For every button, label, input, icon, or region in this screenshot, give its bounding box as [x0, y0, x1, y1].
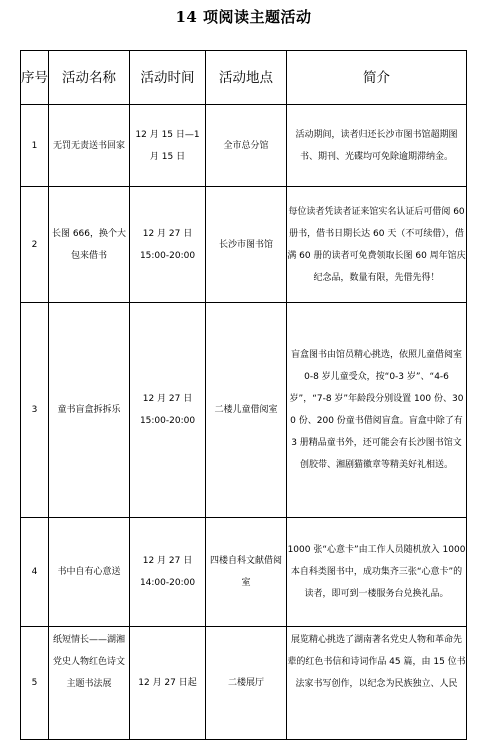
activity-description: 活动期间，读者归还长沙市图书馆超期图书、期刊、光碟均可免除逾期滞纳金。 — [287, 105, 467, 187]
activity-table — [20, 50, 467, 740]
activity-place: 全市总分馆 — [206, 105, 287, 187]
row-number: 5 — [21, 627, 49, 740]
table-row — [21, 303, 467, 518]
activity-place: 长沙市图书馆 — [206, 187, 287, 303]
activity-time: 12 月 15 日—1 月 15 日 — [130, 105, 206, 187]
activity-description: 1000 张“心意卡”由工作人员随机放入 1000 本自科类图书中，成功集齐三张“心意卡”的读者，即可到一楼服务台兑换礼品。 — [287, 518, 467, 627]
activity-time: 12 月 27 日 15:00-20:00 — [130, 303, 206, 518]
activity-time: 12 月 27 日 14:00-20:00 — [130, 518, 206, 627]
page-title: 14 项阅读主题活动 — [175, 8, 312, 26]
activity-description: 盲盒图书由馆员精心挑选，依照儿童借阅室 0-8 岁儿童受众，按“0-3 岁”、“4-6 岁”，“7-8 岁”年龄段分别设置 100 份、300 份、200 份童书借阅盲盒。盲盒中除了有 3 册精品童书外，还可能会有长沙图书馆文创胶带、湘剧猫徽章等精美好礼相送。 — [287, 303, 467, 518]
activity-name: 长图 666，换个大包来借书 — [49, 187, 130, 303]
activity-name: 无罚无责送书回家 — [49, 105, 130, 187]
activity-name: 书中自有心意送 — [49, 518, 130, 627]
table-row — [21, 627, 467, 740]
table-row — [21, 105, 467, 187]
header-desc: 简介 — [287, 51, 467, 105]
table-header-row — [21, 51, 467, 105]
activity-place: 二楼儿童借阅室 — [206, 303, 287, 518]
activity-time: 12 月 27 日起 — [130, 627, 206, 740]
table-row — [21, 187, 467, 303]
table-row — [21, 518, 467, 627]
activity-description: 展览精心挑选了湖南著名党史人物和革命先辈的红色书信和诗词作品 45 篇，由 15 位书法家书写创作，以纪念为民族独立、人民 — [287, 627, 467, 740]
row-number: 4 — [21, 518, 49, 627]
activity-name: 纸短情长——湖湘党史人物红色诗文主题书法展 — [49, 627, 130, 740]
row-number: 3 — [21, 303, 49, 518]
header-place: 活动地点 — [206, 51, 287, 105]
activity-place: 四楼自科文献借阅室 — [206, 518, 287, 627]
header-time: 活动时间 — [130, 51, 206, 105]
header-name: 活动名称 — [49, 51, 130, 105]
header-no: 序号 — [21, 51, 49, 105]
row-number: 1 — [21, 105, 49, 187]
row-number: 2 — [21, 187, 49, 303]
activity-name: 童书盲盒拆拆乐 — [49, 303, 130, 518]
activity-time: 12 月 27 日 15:00-20:00 — [130, 187, 206, 303]
activity-place: 二楼展厅 — [206, 627, 287, 740]
activity-description: 每位读者凭读者证来馆实名认证后可借阅 60 册书，借书日期长达 60 天（不可续借），借满 60 册的读者可免费领取长图 60 周年馆庆纪念品，数量有限，先借先得！ — [287, 187, 467, 303]
